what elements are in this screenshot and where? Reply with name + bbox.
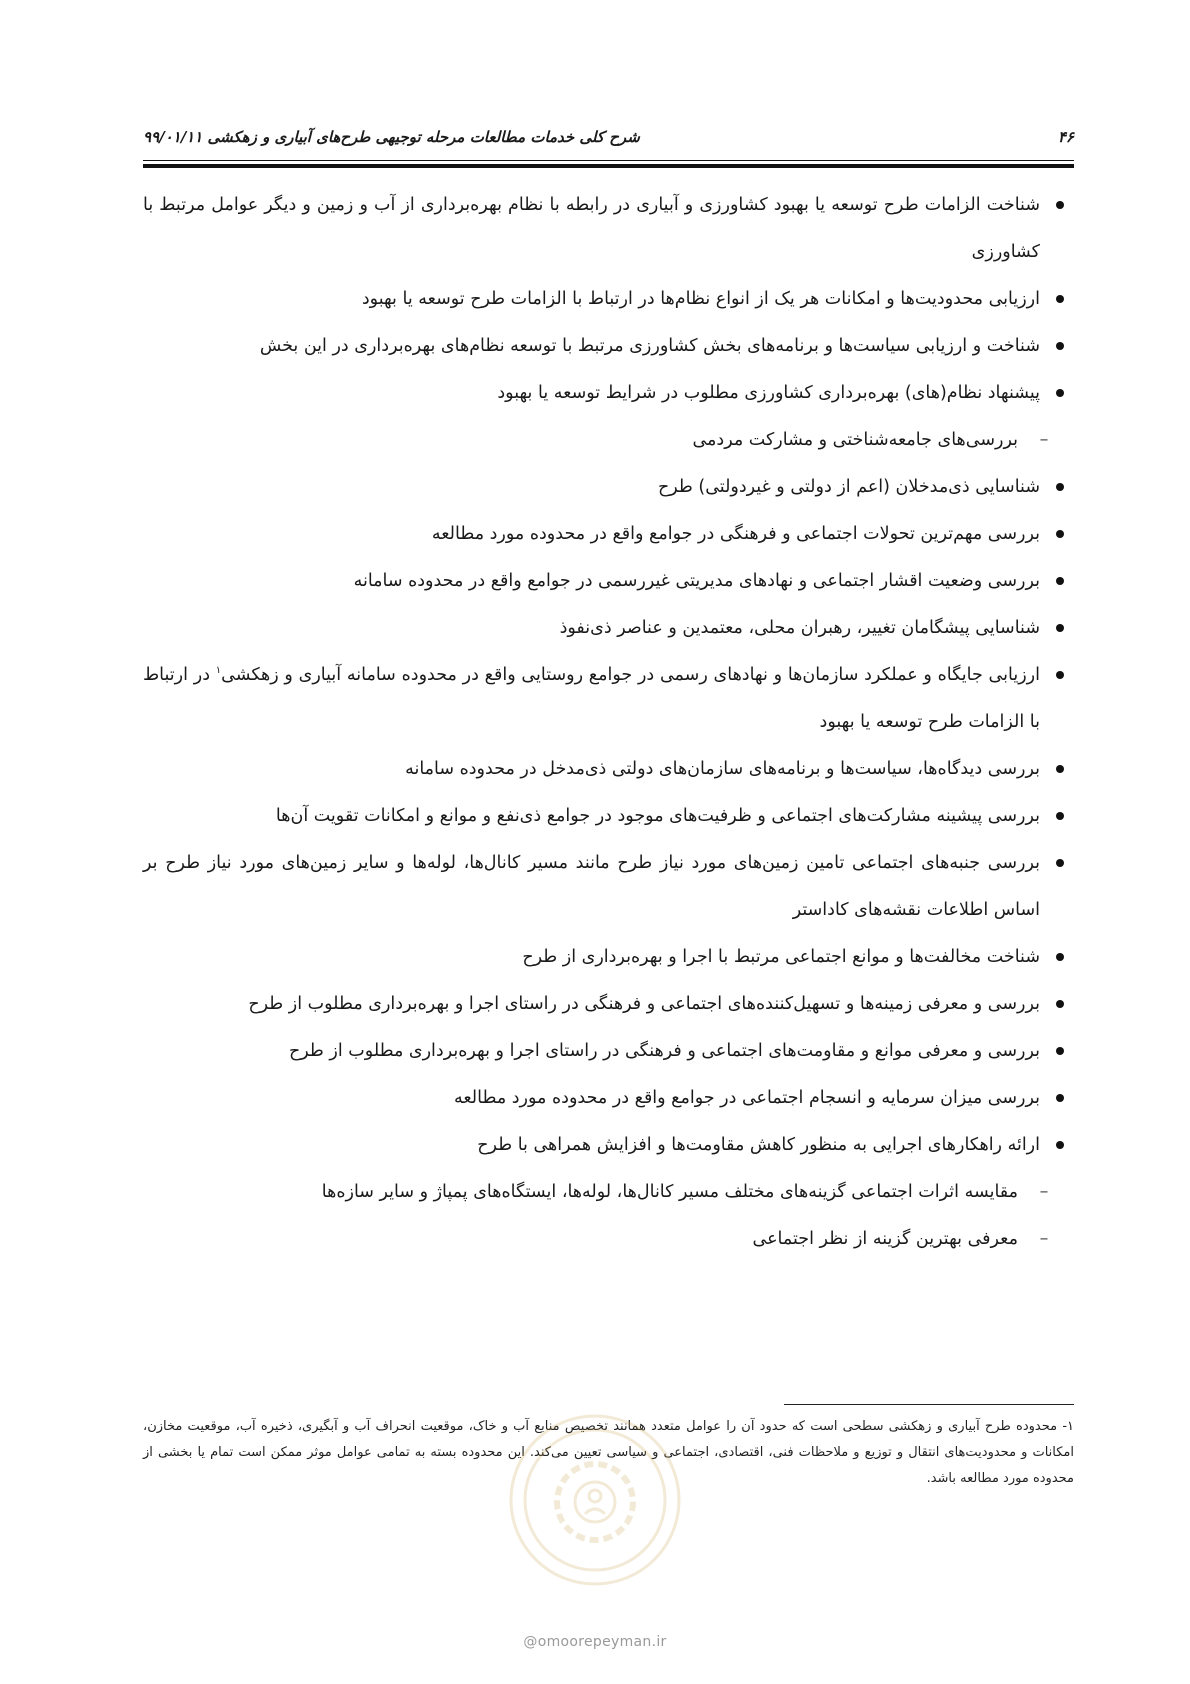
item-text: ارزیابی جایگاه و عملکرد سازمان‌ها و نهادهای رسمی در جوامع روستایی واقع در محدوده سامانه آبیاری و زهکشی [221, 665, 1040, 685]
page-header [143, 128, 1074, 150]
bullet-icon [1050, 746, 1070, 793]
footnote-marker: ۱ [215, 665, 222, 677]
item-text: ارزیابی محدودیت‌ها و امکانات هر یک از انواع نظام‌ها در ارتباط با الزامات طرح توسعه یا بهبود [361, 289, 1040, 309]
bullet-icon [1050, 1075, 1070, 1122]
item-text: بررسی پیشینه مشارکت‌های اجتماعی و ظرفیت‌های موجود در جوامع ذی‌نفع و موانع و امکانات تقویت آن‌ها [275, 806, 1040, 826]
item-text-continued: در ارتباط با الزامات طرح توسعه یا بهبود [143, 665, 1040, 732]
bullet-icon [1050, 840, 1070, 887]
bullet-item [143, 1075, 1074, 1122]
bullet-item [143, 464, 1074, 511]
item-text: بررسی دیدگاه‌ها، سیاست‌ها و برنامه‌های سازمان‌های دولتی ذی‌مدخل در محدوده سامانه [405, 759, 1040, 779]
bullet-icon [1050, 323, 1070, 370]
bullet-icon [1050, 370, 1070, 417]
bullet-item [143, 652, 1074, 746]
bullet-item [143, 182, 1074, 276]
bullet-icon [1050, 652, 1070, 699]
bullet-icon [1050, 511, 1070, 558]
bullet-item [143, 558, 1074, 605]
item-text: معرفی بهترین گزینه از نظر اجتماعی [752, 1229, 1018, 1249]
bullet-icon [1050, 605, 1070, 652]
dash-item [143, 417, 1074, 464]
item-text: بررسی و معرفی موانع و مقاومت‌های اجتماعی و فرهنگی در راستای اجرا و بهره‌برداری مطلوب از طرح [288, 1041, 1040, 1061]
bullet-icon [1050, 1028, 1070, 1075]
item-text: شناخت و ارزیابی سیاست‌ها و برنامه‌های بخش کشاورزی مرتبط با توسعه نظام‌های بهره‌برداری در این بخش [259, 336, 1040, 356]
footnote-separator [784, 1404, 1074, 1405]
bullet-item [143, 746, 1074, 793]
item-text: شناسایی پیشگامان تغییر، رهبران محلی، معتمدین و عناصر ذی‌نفوذ [559, 618, 1040, 638]
dash-icon: – [1039, 1182, 1049, 1202]
page-number: ۴۶ [1057, 128, 1074, 146]
bullet-item [143, 370, 1074, 417]
item-text: بررسی و معرفی زمینه‌ها و تسهیل‌کننده‌های اجتماعی و فرهنگی در راستای اجرا و بهره‌برداری مطلوب از طرح [248, 994, 1040, 1014]
item-text: بررسی میزان سرمایه و انسجام اجتماعی در جوامع واقع در محدوده مورد مطالعه [453, 1088, 1040, 1108]
bullet-icon [1050, 793, 1070, 840]
bullet-item [143, 981, 1074, 1028]
bullet-icon [1050, 1122, 1070, 1169]
header-rule-thin [143, 160, 1074, 161]
header-title: شرح کلی خدمات مطالعات مرحله توجیهی طرح‌های آبیاری و زهکشی ۹۹/۰۱/۱۱ [143, 128, 640, 146]
bullet-icon [1050, 464, 1070, 511]
bullet-item [143, 1122, 1074, 1169]
bullet-item [143, 605, 1074, 652]
bullet-item [143, 934, 1074, 981]
item-text: بررسی مهم‌ترین تحولات اجتماعی و فرهنگی در جوامع واقع در محدوده مورد مطالعه [431, 524, 1040, 544]
footnote-text: ۱- محدوده طرح آبیاری و زهکشی سطحی است که حدود آن را عوامل متعدد همانند تخصیص منابع آب و خاک، موقعیت انحراف آب و آبگیری، ذخیره آب، موقعیت مخازن، امکانات و محدودیت‌های انتقال و توزیع و ملاحظات فنی، اقتصادی، اجتماعی و سیاسی تعیین می‌کند. این محدوده بسته به تمامی عوامل موثر ممکن است تمام یا بخشی از محدوده مورد مطالعه باشد. [143, 1419, 1074, 1486]
item-text: شناخت مخالفت‌ها و موانع اجتماعی مرتبط با اجرا و بهره‌برداری از طرح [522, 947, 1040, 967]
bullet-item [143, 276, 1074, 323]
bullet-icon [1050, 182, 1070, 229]
item-text: شناسایی ذی‌مدخلان (اعم از دولتی و غیردولتی) طرح [657, 477, 1040, 497]
watermark-url: @omoorepeyman.ir [523, 1634, 667, 1650]
item-text: بررسی جنبه‌های اجتماعی تامین زمین‌های مورد نیاز طرح مانند مسیر کانال‌ها، لوله‌ها و سایر زمین‌های مورد نیاز طرح بر اساس اطلاعات نقشه‌های کاداستر [143, 853, 1040, 920]
item-text: بررسی‌های جامعه‌شناختی و مشارکت مردمی [692, 430, 1018, 450]
dash-item [143, 1169, 1074, 1216]
item-text: بررسی وضعیت اقشار اجتماعی و نهادهای مدیریتی غیررسمی در جوامع واقع در محدوده سامانه [353, 571, 1040, 591]
bullet-item [143, 323, 1074, 370]
bullet-icon [1050, 934, 1070, 981]
item-text: پیشنهاد نظام(های) بهره‌برداری کشاورزی مطلوب در شرایط توسعه یا بهبود [497, 383, 1040, 403]
bullet-item [143, 793, 1074, 840]
bullet-item [143, 840, 1074, 934]
header-rule-thick [143, 164, 1074, 168]
bullet-item [143, 511, 1074, 558]
dash-item [143, 1216, 1074, 1263]
bullet-icon [1050, 276, 1070, 323]
item-text: مقایسه اثرات اجتماعی گزینه‌های مختلف مسیر کانال‌ها، لوله‌ها، ایستگاه‌های پمپاژ و سایر سازه‌ها [321, 1182, 1018, 1202]
dash-icon: – [1039, 430, 1049, 450]
item-text: شناخت الزامات طرح توسعه یا بهبود کشاورزی و آبیاری در رابطه با نظام بهره‌برداری از آب و زمین و دیگر عوامل مرتبط با کشاورزی [143, 195, 1040, 262]
watermark-seal-icon [505, 1410, 685, 1590]
item-text: ارائه راهکارهای اجرایی به منظور کاهش مقاومت‌ها و افزایش همراهی با طرح [477, 1135, 1040, 1155]
bullet-item [143, 1028, 1074, 1075]
body-content [143, 182, 1074, 1263]
bullet-icon [1050, 558, 1070, 605]
bullet-icon [1050, 981, 1070, 1028]
dash-icon: – [1039, 1229, 1049, 1249]
